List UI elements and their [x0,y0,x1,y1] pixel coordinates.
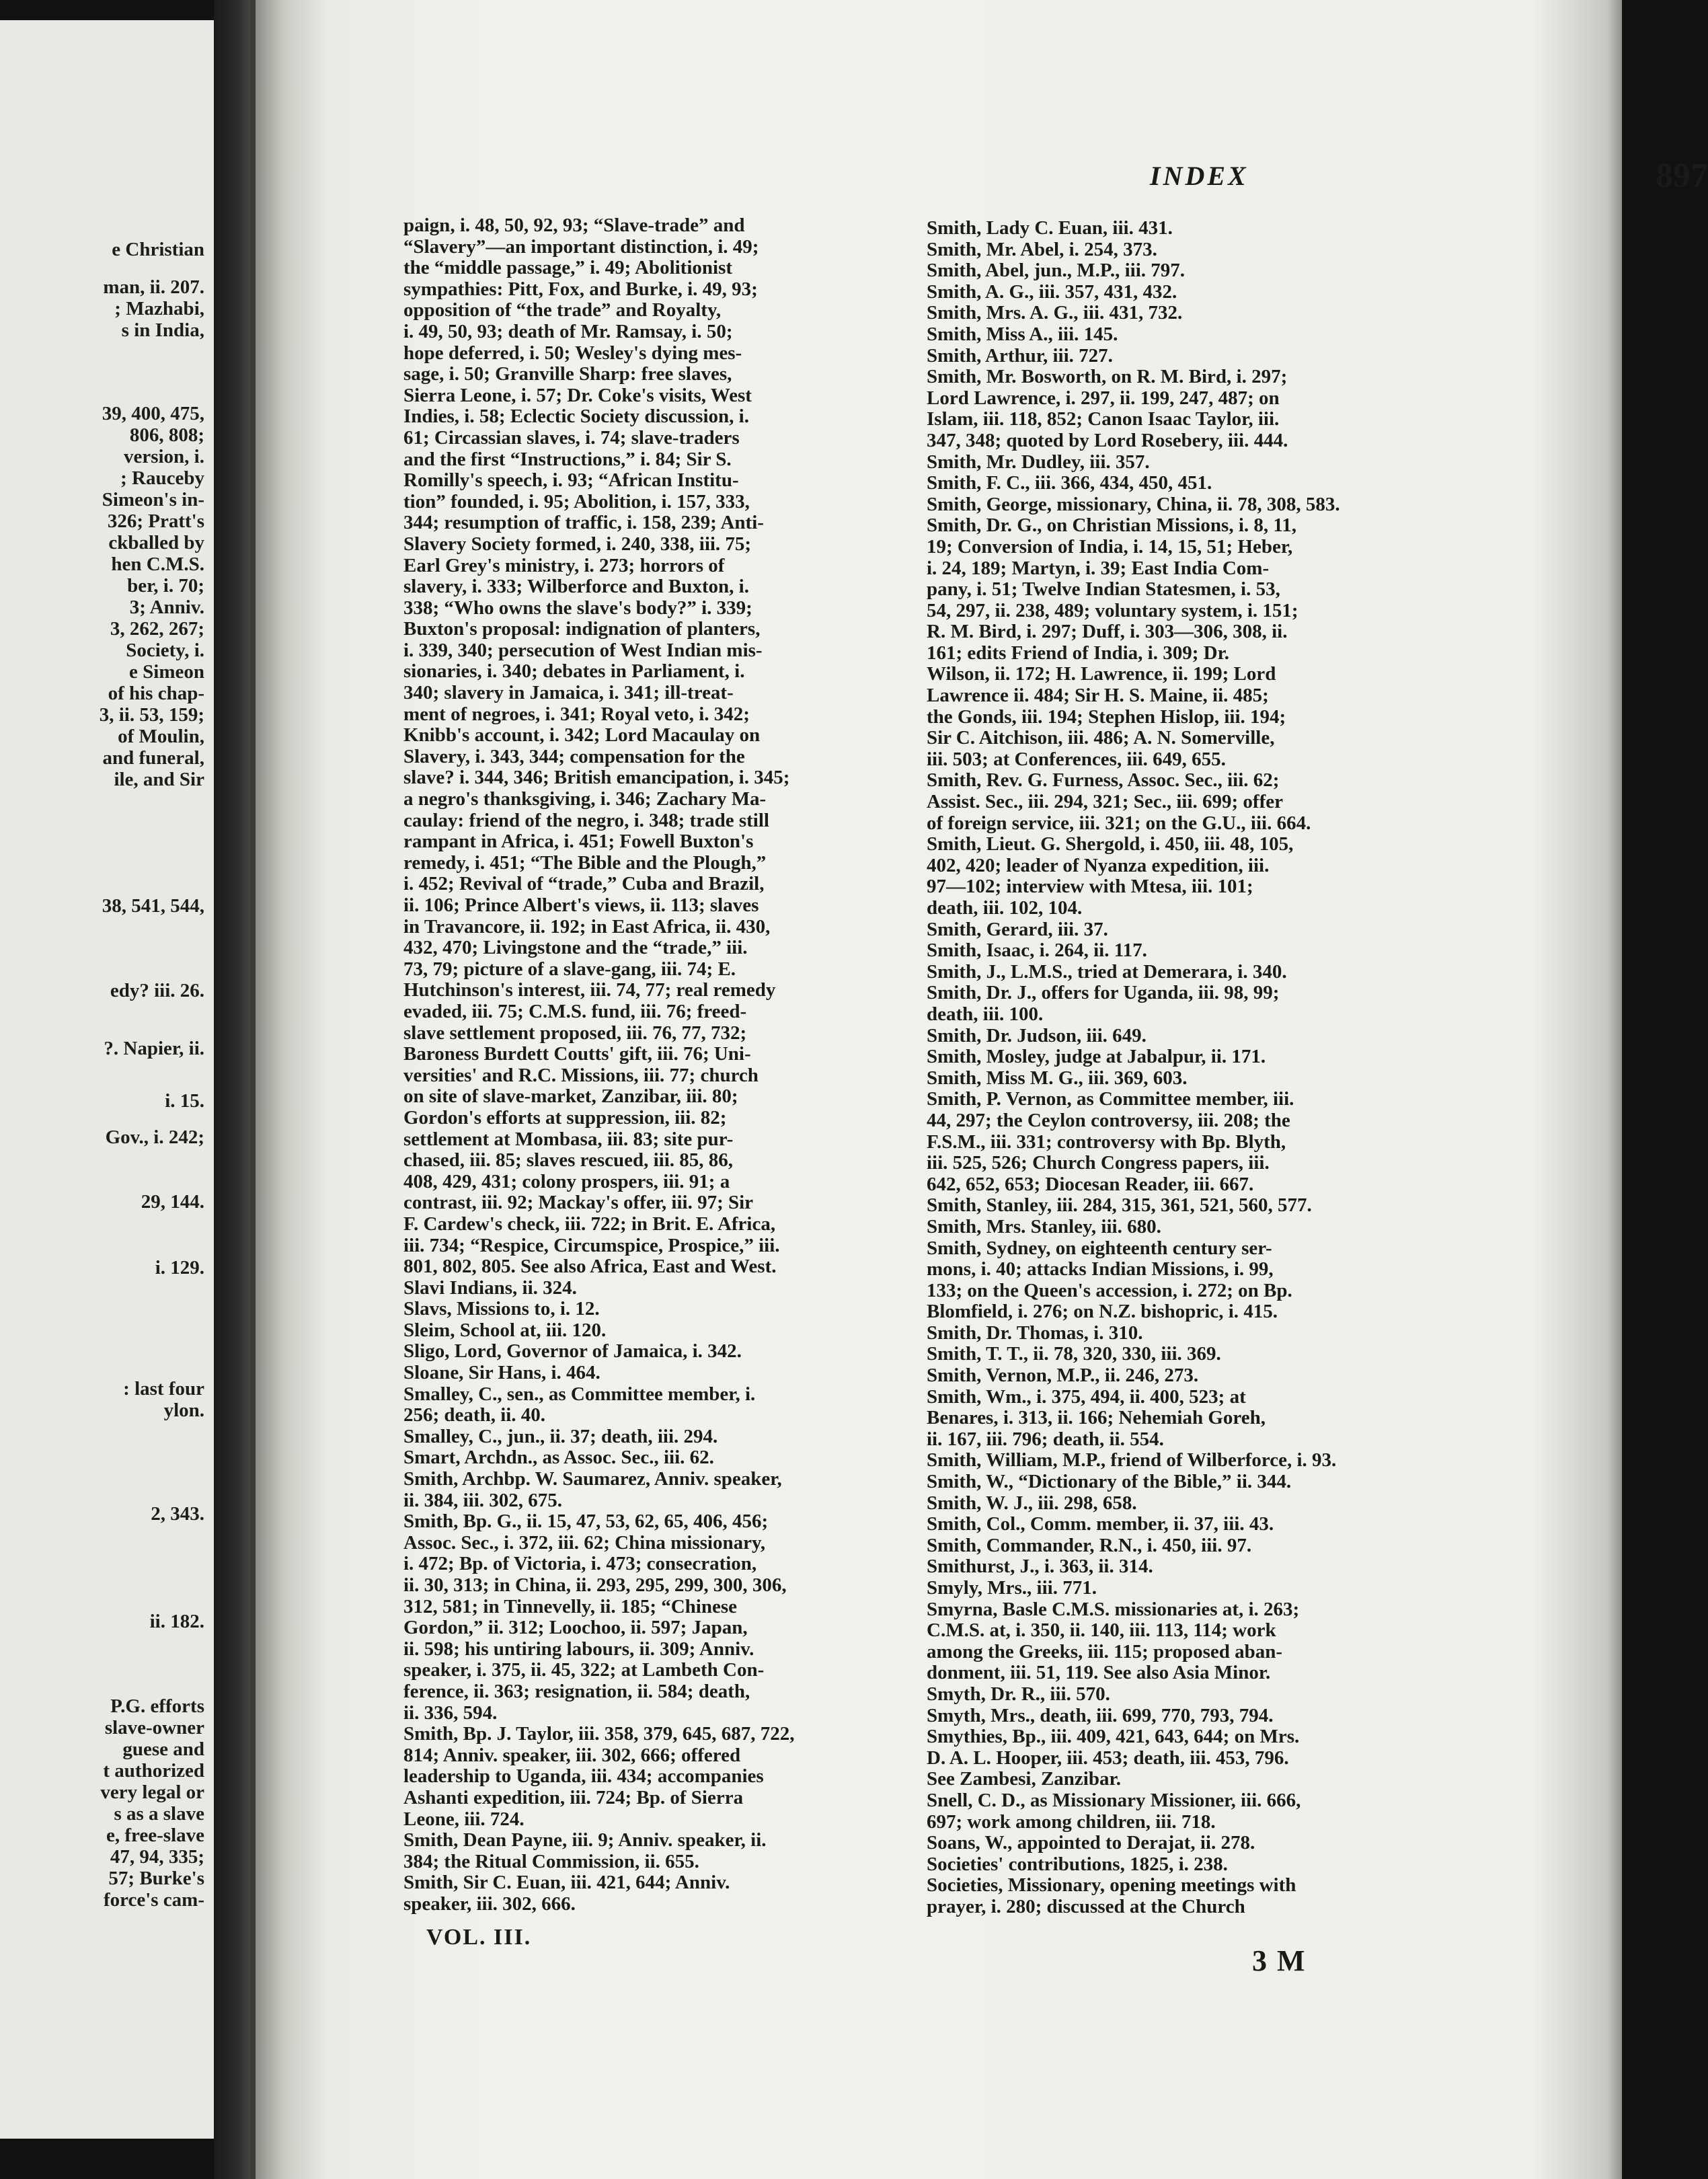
index-entry-line: 256; death, ii. 40. [403,1404,546,1426]
facing-page-line: version, i. [123,446,204,467]
index-entry-line: Smith, F. C., iii. 366, 434, 450, 451. [927,472,1212,494]
index-entry-line: F.S.M., iii. 331; controversy with Bp. Blyth, [927,1131,1286,1153]
index-entry-line: Benares, i. 313, ii. 166; Nehemiah Goreh, [927,1407,1266,1429]
index-entry-line: Sir C. Aitchison, iii. 486; A. N. Somerville, [927,727,1275,749]
index-entry-line: Smith, Wm., i. 375, 494, ii. 400, 523; at [927,1385,1246,1408]
index-entry-line: Leone, iii. 724. [403,1808,525,1830]
index-entry-line: 344; resumption of traffic, i. 158, 239; Anti- [403,512,764,534]
index-entry-line: sage, i. 50; Granville Sharp: free slaves, [403,363,732,385]
index-entry-line: 408, 429, 431; colony prospers, iii. 91; a [403,1170,730,1192]
index-entry-line: Smith, Bp. G., ii. 15, 47, 53, 62, 65, 406, 456; [403,1511,769,1533]
index-entry-line: and the first “Instructions,” i. 84; Sir S. [403,448,732,470]
facing-page-line: Simeon's in- [102,489,204,510]
index-entry-line: the “middle passage,” i. 49; Abolitionist [403,257,733,279]
facing-page-line: e Simeon [129,661,204,683]
index-entry-line: Baroness Burdett Coutts' gift, iii. 76; Uni- [403,1043,751,1065]
index-entry-line: 44, 297; the Ceylon controversy, iii. 208; the [927,1109,1290,1131]
index-entry-line: Smith, Arthur, iii. 727. [927,344,1113,367]
index-entry-line: Smith, W. J., iii. 298, 658. [927,1492,1137,1514]
index-entry-line: hope deferred, i. 50; Wesley's dying mes- [403,342,742,364]
facing-page-line: very legal or [100,1782,204,1803]
index-entry-line: in Travancore, ii. 192; in East Africa, ii. 430, [403,915,771,938]
facing-page-line: 806, 808; [129,424,204,446]
index-entry-line: of foreign service, iii. 321; on the G.U., iii. 664. [927,812,1311,834]
facing-page-line: s as a slave [114,1803,204,1825]
index-entry-line: a negro's thanksgiving, i. 346; Zachary Ma- [403,788,767,810]
index-entry-line: chased, iii. 85; slaves rescued, iii. 85, 86, [403,1149,734,1172]
facing-page-line: edy? iii. 26. [110,980,204,1001]
index-entry-line: 73, 79; picture of a slave-gang, iii. 74; E. [403,958,736,980]
index-entry-line: slavery, i. 333; Wilberforce and Buxton, i. [403,576,749,598]
index-entry-line: donment, iii. 51, 119. See also Asia Minor. [927,1662,1271,1684]
index-entry-line: Slavi Indians, ii. 324. [403,1276,577,1299]
index-entry-line: 801, 802, 805. See also Africa, East and West. [403,1256,777,1278]
index-entry-line: slave? i. 344, 346; British emancipation, i. 345; [403,767,790,789]
index-entry-line: speaker, i. 375, ii. 45, 322; at Lambeth Con- [403,1659,765,1681]
index-entry-line: 312, 581; in Tinnevelly, ii. 185; “Chinese [403,1595,738,1617]
volume-label: VOL. III. [426,1925,532,1950]
index-entry-line: Smith, Stanley, iii. 284, 315, 361, 521, 560, 577. [927,1194,1312,1217]
book-gutter [214,0,254,2179]
facing-page-line: e, free-slave [106,1825,204,1846]
index-entry-line: prayer, i. 280; discussed at the Church [927,1895,1245,1917]
index-entry-line: pany, i. 51; Twelve Indian Statesmen, i. 53, [927,578,1280,601]
running-head: INDEX [1150,161,1249,191]
index-entry-line: Smyth, Dr. R., iii. 570. [927,1683,1110,1705]
facing-page-line: ber, i. 70; [127,575,204,597]
index-column-right [927,218,1411,1918]
index-entry-line: See Zambesi, Zanzibar. [927,1768,1121,1790]
index-entry-line: Smith, George, missionary, China, ii. 78, 308, 583. [927,493,1340,515]
index-entry-line: Sleim, School at, iii. 120. [403,1319,607,1341]
facing-page-line: 326; Pratt's [107,510,204,532]
index-entry-line: Smith, W., “Dictionary of the Bible,” ii. 344. [927,1471,1292,1493]
index-entry-line: mons, i. 40; attacks Indian Missions, i. 99, [927,1258,1274,1280]
index-entry-line: opposition of “the trade” and Royalty, [403,299,722,321]
index-entry-line: Smith, Dr. G., on Christian Missions, i. 8, 11, [927,514,1297,537]
index-entry-line: Smyth, Mrs., death, iii. 699, 770, 793, 794. [927,1704,1274,1726]
index-entry-line: ii. 106; Prince Albert's views, ii. 113; slaves [403,894,759,916]
index-entry-line: Smith, P. Vernon, as Committee member, iii. [927,1088,1294,1110]
index-entry-line: ii. 384, iii. 302, 675. [403,1489,563,1511]
index-entry-line: 61; Circassian slaves, i. 74; slave-traders [403,426,740,449]
index-entry-line: Soans, W., appointed to Derajat, ii. 278. [927,1832,1255,1854]
signature-mark: 3 M [1252,1944,1307,1977]
facing-page-line: e Christian [112,239,204,260]
index-entry-line: Smith, Commander, R.N., i. 450, iii. 97. [927,1534,1252,1556]
facing-page-line: ile, and Sir [114,769,204,790]
index-entry-line: Smyrna, Basle C.M.S. missionaries at, i. 263; [927,1598,1300,1620]
index-entry-line: Smalley, C., sen., as Committee member, i. [403,1383,756,1405]
index-entry-line: Smith, T. T., ii. 78, 320, 330, iii. 369. [927,1343,1221,1365]
facing-page-line: and funeral, [102,747,204,769]
index-entry-line: Smith, Bp. J. Taylor, iii. 358, 379, 645, 687, 722, [403,1723,795,1745]
index-entry-line: 340; slavery in Jamaica, i. 341; ill-treat- [403,682,734,704]
index-entry-line: contrast, iii. 92; Mackay's offer, iii. 97; Sir [403,1192,754,1214]
facing-page-line: ; Rauceby [120,467,204,489]
index-entry-line: leadership to Uganda, iii. 434; accompanies [403,1765,764,1788]
index-entry-line: Smith, Mrs. A. G., iii. 431, 732. [927,302,1183,324]
index-entry-line: Smithurst, J., i. 363, ii. 314. [927,1556,1153,1578]
index-entry-line: sympathies: Pitt, Fox, and Burke, i. 49, 93; [403,278,758,300]
index-entry-line: 97—102; interview with Mtesa, iii. 101; [927,876,1253,898]
index-entry-line: the Gonds, iii. 194; Stephen Hislop, iii. 194; [927,705,1286,728]
index-entry-line: Buxton's proposal: indignation of planters, [403,618,761,640]
index-entry-line: ment of negroes, i. 341; Royal veto, i. 342; [403,703,750,725]
index-entry-line: Smith, Dean Payne, iii. 9; Anniv. speaker, ii. [403,1829,767,1851]
facing-page-line: 39, 400, 475, [102,403,204,424]
facing-page-line: slave-owner [104,1717,204,1738]
index-entry-line: Romilly's speech, i. 93; “African Institu- [403,469,739,492]
facing-page-line: 38, 541, 544, [102,895,204,917]
facing-page-line: man, ii. 207. [103,276,204,298]
index-entry-line: Smith, Dr. Judson, iii. 649. [927,1024,1147,1046]
index-entry-line: “Slavery”—an important distinction, i. 49; [403,235,759,258]
index-entry-line: sionaries, i. 340; debates in Parliament, i. [403,660,745,683]
index-entry-line: death, iii. 100. [927,1003,1044,1025]
index-entry-line: Smith, Col., Comm. member, ii. 37, iii. 43. [927,1513,1274,1535]
index-entry-line: Lord Lawrence, i. 297, ii. 199, 247, 487; on [927,387,1280,409]
index-entry-line: 133; on the Queen's accession, i. 272; on Bp. [927,1279,1292,1301]
index-entry-line: Societies' contributions, 1825, i. 238. [927,1853,1228,1875]
index-entry-line: i. 472; Bp. of Victoria, i. 473; consecration, [403,1553,757,1575]
index-entry-line: Ashanti expedition, iii. 724; Bp. of Sierra [403,1786,744,1808]
index-entry-line: death, iii. 102, 104. [927,897,1083,919]
index-entry-line: Smalley, C., jun., ii. 37; death, iii. 294. [403,1425,718,1447]
index-entry-line: slave settlement proposed, iii. 76, 77, 732; [403,1022,747,1044]
index-entry-line: ii. 598; his untiring labours, ii. 309; Anniv. [403,1638,754,1660]
index-entry-line: Smith, Vernon, M.P., ii. 246, 273. [927,1365,1199,1387]
index-entry-line: 402, 420; leader of Nyanza expedition, iii. [927,854,1270,876]
facing-page-line: ?. Napier, ii. [104,1038,204,1059]
index-entry-line: ii. 30, 313; in China, ii. 293, 295, 299, 300, 306, [403,1574,787,1596]
index-entry-line: Smart, Archdn., as Assoc. Sec., iii. 62. [403,1447,714,1469]
index-entry-line: Smith, Mr. Dudley, iii. 357. [927,451,1150,473]
index-entry-line: Smith, Miss M. G., iii. 369, 603. [927,1067,1188,1089]
facing-page-line: hen C.M.S. [111,553,204,575]
index-entry-line: 432, 470; Livingstone and the “trade,” iii. [403,937,748,959]
facing-page-line: 47, 94, 335; [110,1846,204,1868]
index-entry-line: Smith, Lieut. G. Shergold, i. 450, iii. 48, 105, [927,833,1294,855]
index-entry-line: rampant in Africa, i. 451; Fowell Buxton's [403,831,754,853]
index-entry-line: 54, 297, ii. 238, 489; voluntary system, i. 151; [927,599,1298,621]
index-entry-line: 697; work among children, iii. 718. [927,1810,1216,1833]
index-entry-line: Smith, Mr. Abel, i. 254, 373. [927,238,1157,260]
index-entry-line: Earl Grey's ministry, i. 273; horrors of [403,554,725,576]
index-entry-line: Smith, Miss A., iii. 145. [927,323,1118,345]
index-entry-line: Smith, William, M.P., friend of Wilberforce, i. 93. [927,1449,1337,1471]
facing-page-line: 3, ii. 53, 159; [99,704,204,726]
facing-page-line: 2, 343. [151,1503,204,1525]
index-entry-line: Smith, Sir C. Euan, iii. 421, 644; Anniv. [403,1872,730,1894]
index-entry-line: 814; Anniv. speaker, iii. 302, 666; offered [403,1744,741,1766]
index-entry-line: versities' and R.C. Missions, iii. 77; church [403,1064,759,1086]
index-entry-line: i. 452; Revival of “trade,” Cuba and Brazil, [403,873,765,895]
index-entry-line: Smith, Mosley, judge at Jabalpur, ii. 171. [927,1046,1266,1068]
index-entry-line: R. M. Bird, i. 297; Duff, i. 303—306, 308, ii. [927,621,1288,643]
index-entry-line: Assist. Sec., iii. 294, 321; Sec., iii. 699; offer [927,791,1283,813]
facing-page-line: of Moulin, [118,726,204,747]
index-entry-line: Smith, J., L.M.S., tried at Demerara, i. 340. [927,960,1287,983]
index-entry-line: Wilson, ii. 172; H. Lawrence, ii. 199; Lord [927,663,1276,685]
index-entry-line: Smith, Dr. Thomas, i. 310. [927,1322,1143,1344]
facing-page-line: P.G. efforts [110,1695,204,1717]
index-entry-line: C.M.S. at, i. 350, ii. 140, iii. 113, 114; work [927,1619,1276,1642]
index-entry-line: 642, 652, 653; Diocesan Reader, iii. 667. [927,1173,1254,1195]
index-entry-line: remedy, i. 451; “The Bible and the Plough,” [403,851,767,874]
facing-page-line: ii. 182. [149,1611,204,1632]
index-entry-line: evaded, iii. 75; C.M.S. fund, iii. 76; freed- [403,1000,747,1022]
facing-page-line: : last four [123,1378,204,1400]
index-entry-line: F. Cardew's check, iii. 722; in Brit. E. Africa, [403,1213,776,1235]
index-entry-line: Smith, Abel, jun., M.P., iii. 797. [927,260,1186,282]
index-entry-line: 161; edits Friend of India, i. 309; Dr. [927,642,1230,664]
index-entry-line: caulay: friend of the negro, i. 348; trade still [403,809,769,831]
index-entry-line: Knibb's account, i. 342; Lord Macaulay on [403,724,761,747]
facing-page-line: t authorized [103,1760,204,1782]
index-entry-line: settlement at Mombasa, iii. 83; site pur- [403,1128,734,1150]
index-entry-line: Sligo, Lord, Governor of Jamaica, i. 342. [403,1340,742,1363]
facing-page-line: ; Mazhabi, [114,298,204,319]
facing-page-line: 3; Anniv. [129,597,204,618]
index-entry-line: Societies, Missionary, opening meetings with [927,1874,1296,1897]
index-entry-line: Assoc. Sec., i. 372, iii. 62; China missionary, [403,1531,766,1554]
index-entry-line: i. 24, 189; Martyn, i. 39; East India Com- [927,557,1270,579]
facing-page-line: force's cam- [103,1889,204,1911]
index-entry-line: Smith, Lady C. Euan, iii. 431. [927,217,1173,239]
index-entry-line: 384; the Ritual Commission, ii. 655. [403,1850,699,1872]
facing-page-line: i. 129. [155,1257,204,1278]
facing-page-line: 29, 144. [141,1191,204,1213]
index-entry-line: Slavs, Missions to, i. 12. [403,1298,600,1320]
index-entry-line: Smith, Archbp. W. Saumarez, Anniv. speaker, [403,1468,782,1490]
facing-page-line: guese and [122,1738,204,1760]
index-column-left [403,215,901,1915]
index-entry-line: iii. 503; at Conferences, iii. 649, 655. [927,748,1226,770]
facing-page-line: ckballed by [108,532,204,553]
index-entry-line: tion” founded, i. 95; Abolition, i. 157, 333, [403,490,750,512]
index-entry-line: paign, i. 48, 50, 92, 93; “Slave-trade” and [403,215,745,236]
index-entry-line: Gordon's efforts at suppression, iii. 82; [403,1106,727,1129]
index-entry-line: Hutchinson's interest, iii. 74, 77; real remedy [403,979,776,1001]
index-entry-line: 19; Conversion of India, i. 14, 15, 51; Heber, [927,535,1293,558]
index-entry-line: Snell, C. D., as Missionary Missioner, iii. 666, [927,1789,1301,1811]
index-entry-line: Sierra Leone, i. 57; Dr. Coke's visits, West [403,384,752,406]
index-entry-line: Smith, A. G., iii. 357, 431, 432. [927,280,1177,303]
index-entry-line: on site of slave-market, Zanzibar, iii. 80; [403,1085,738,1108]
index-entry-line: Smith, Mrs. Stanley, iii. 680. [927,1215,1161,1237]
facing-page-line: Gov., i. 242; [105,1126,204,1148]
facing-page-line: of his chap- [108,683,204,704]
index-entry-line: i. 339, 340; persecution of West Indian mis- [403,639,763,661]
index-entry-line: Sloane, Sir Hans, i. 464. [403,1362,600,1384]
index-entry-line: iii. 734; “Respice, Circumspice, Prospice,” iii. [403,1234,780,1256]
facing-page-line: 57; Burke's [108,1868,204,1889]
facing-page-line: 3, 262, 267; [110,618,204,640]
index-entry-line: Blomfield, i. 276; on N.Z. bishopric, i. 415. [927,1301,1278,1323]
index-entry-line: Smith, Isaac, i. 264, ii. 117. [927,940,1147,962]
facing-page-line: s in India, [121,319,204,341]
index-entry-line: speaker, iii. 302, 666. [403,1893,576,1915]
facing-page-line: Society, i. [126,640,204,661]
index-entry-line: Indies, i. 58; Eclectic Society discussion, i. [403,406,749,428]
index-entry-line: Smith, Dr. J., offers for Uganda, iii. 98, 99; [927,982,1280,1004]
index-entry-line: among the Greeks, iii. 115; proposed aban- [927,1640,1283,1662]
index-entry-line: Smith, Mr. Bosworth, on R. M. Bird, i. 297; [927,366,1288,388]
index-entry-line: Lawrence ii. 484; Sir H. S. Maine, ii. 485; [927,685,1269,707]
index-entry-line: Smith, Sydney, on eighteenth century ser- [927,1237,1272,1259]
index-entry-line: Slavery Society formed, i. 240, 338, iii. 75; [403,533,752,555]
facing-page-line: ylon. [163,1400,204,1421]
index-entry-line: 338; “Who owns the slave's body?” i. 339; [403,597,752,619]
index-entry-line: Smythies, Bp., iii. 409, 421, 643, 644; on Mrs. [927,1726,1300,1748]
index-entry-line: Smyly, Mrs., iii. 771. [927,1577,1097,1599]
facing-page-line: i. 15. [165,1090,204,1112]
index-entry-line: ii. 167, iii. 796; death, ii. 554. [927,1428,1164,1450]
index-entry-line: i. 49, 50, 93; death of Mr. Ramsay, i. 50; [403,320,733,342]
index-entry-line: ii. 336, 594. [403,1702,498,1724]
facing-page-fragment [0,20,214,2139]
index-entry-line: Smith, Gerard, iii. 37. [927,918,1108,940]
index-entry-line: Smith, Rev. G. Furness, Assoc. Sec., iii. 62; [927,769,1280,792]
page-number: 897 [1656,157,1708,195]
index-entry-line: Slavery, i. 343, 344; compensation for the [403,745,745,767]
index-entry-line: Islam, iii. 118, 852; Canon Isaac Taylor, iii. [927,408,1280,430]
index-entry-line: ference, ii. 363; resignation, ii. 584; death, [403,1680,750,1702]
index-entry-line: iii. 525, 526; Church Congress papers, iii. [927,1152,1270,1174]
index-entry-line: Gordon,” ii. 312; Loochoo, ii. 597; Japan, [403,1617,748,1639]
index-entry-line: D. A. L. Hooper, iii. 453; death, iii. 453, 796. [927,1747,1289,1769]
index-entry-line: 347, 348; quoted by Lord Rosebery, iii. 444. [927,429,1288,451]
